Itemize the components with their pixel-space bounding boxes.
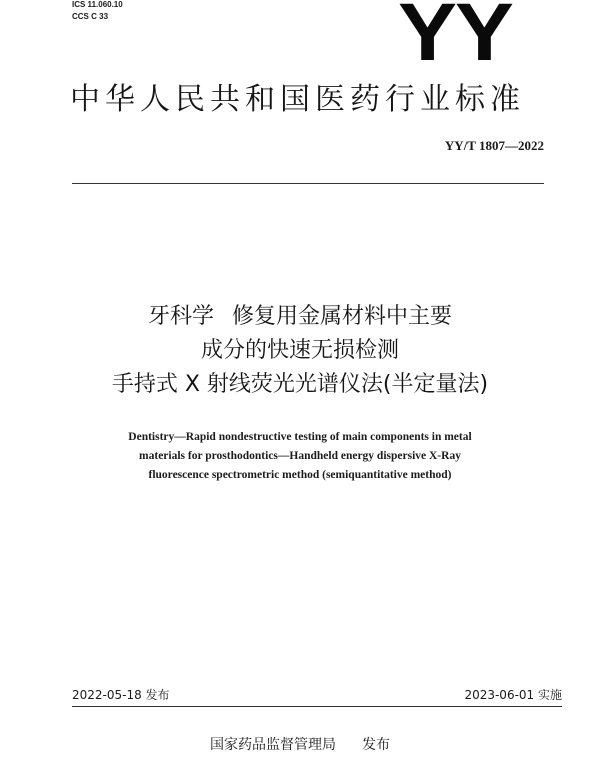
publication-date: 2022-05-18 发布 bbox=[72, 688, 170, 702]
footer-divider bbox=[72, 706, 562, 707]
english-title-line-3: fluorescence spectrometric method (semiquantitative method) bbox=[148, 469, 452, 481]
yy-standard-logo: YY bbox=[398, 0, 512, 78]
implementation-date: 2023-06-01 实施 bbox=[464, 688, 562, 702]
issuer-action: 发布 bbox=[362, 737, 390, 753]
chinese-title bbox=[40, 300, 560, 402]
ics-code: ICS 11.060.10 bbox=[72, 0, 123, 9]
header-divider bbox=[72, 183, 544, 184]
chinese-title-line-2: 成分的快速无损检测 bbox=[200, 338, 399, 363]
english-title-line-1: Dentistry—Rapid nondestructive testing of main components in metal bbox=[128, 431, 472, 443]
chinese-title-line-3: 手持式 X 射线荧光光谱仪法(半定量法) bbox=[111, 372, 489, 397]
chinese-title-line-1 bbox=[40, 300, 560, 334]
english-title-line-2: materials for prosthodontics—Handheld energy dispersive X-Ray bbox=[139, 450, 461, 462]
issuer-name: 国家药品监督管理局 bbox=[210, 737, 336, 753]
chinese-title-line-1-part-1: 牙科学 bbox=[147, 304, 214, 329]
standard-number: YY/T 1807—2022 bbox=[444, 138, 544, 153]
chinese-title-line-1-part-2: 修复用金属材料中主要 bbox=[232, 304, 453, 329]
issuing-authority bbox=[0, 735, 600, 755]
english-title bbox=[60, 428, 540, 485]
ccs-code: CCS C 33 bbox=[72, 12, 109, 21]
organization-title: 中华人民共和国医药行业标准 bbox=[70, 82, 525, 117]
